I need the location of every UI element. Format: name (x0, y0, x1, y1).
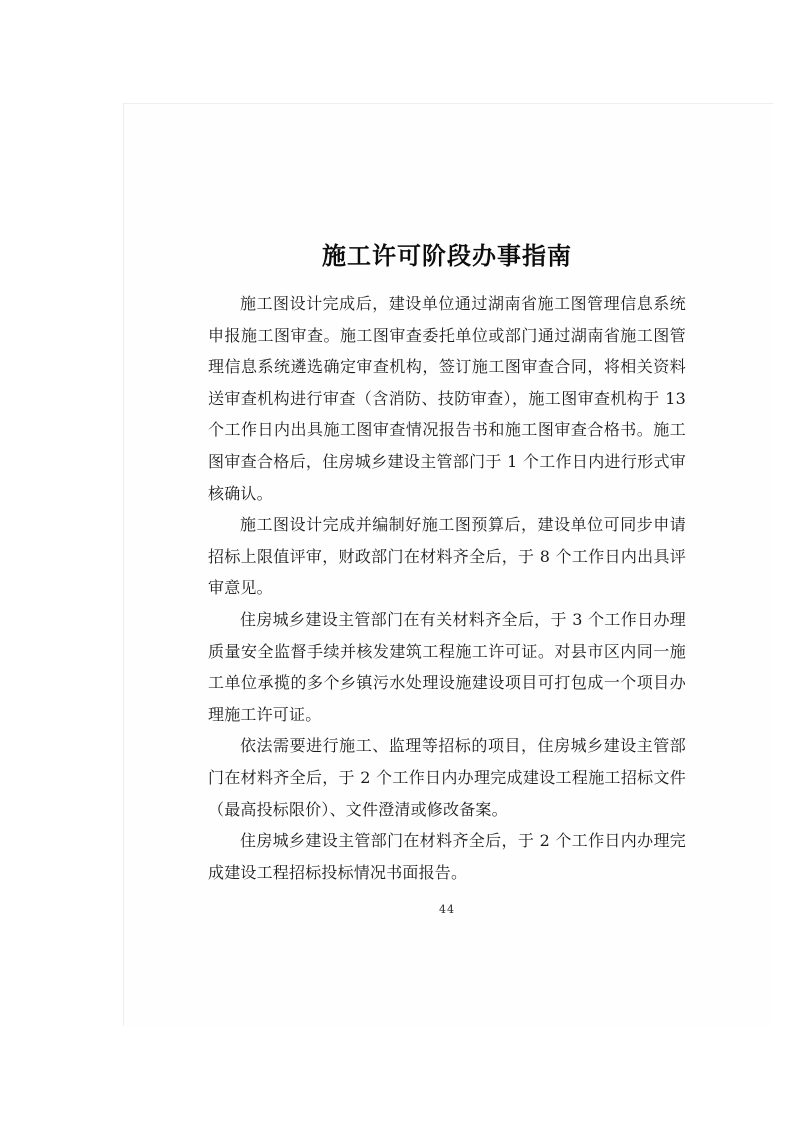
page-title: 施工许可阶段办事指南 (322, 242, 572, 271)
paragraph: 施工图设计完成并编制好施工图预算后，建设单位可同步申请招标上限值评审，财政部门在材料齐全后，于 8 个工作日内出具评审意见。 (208, 515, 686, 598)
body-paragraphs (208, 288, 686, 888)
paragraph: 依法需要进行施工、监理等招标的项目，住房城乡建设主管部门在材料齐全后，于 2 个工作日内办理完成建设工程施工招标文件（最高投标限价）、文件澄清或修改备案。 (208, 736, 686, 819)
paragraph: 住房城乡建设主管部门在材料齐全后，于 2 个工作日内办理完成建设工程招标投标情况书面报告。 (208, 831, 686, 882)
page-number: 44 (439, 903, 455, 916)
paragraph: 住房城乡建设主管部门在有关材料齐全后，于 3 个工作日办理质量安全监督手续并核发建筑工程施工许可证。对县市区内同一施工单位承揽的多个乡镇污水处理设施建设项目可打包成一个项目办理施工许可证。 (208, 609, 686, 724)
paragraph: 施工图设计完成后，建设单位通过湖南省施工图管理信息系统申报施工图审查。施工图审查委托单位或部门通过湖南省施工图管理信息系统遴选确定审查机构，签订施工图审查合同，将相关资料送审查机构进行审查（含消防、技防审查），施工图审查机构于 13 个工作日内出具施工图审查情况报告书和施工图审查合格书。施工图审查合格后，住房城乡建设主管部门于 1 个工作日内进行形式审核确认。 (208, 294, 686, 503)
